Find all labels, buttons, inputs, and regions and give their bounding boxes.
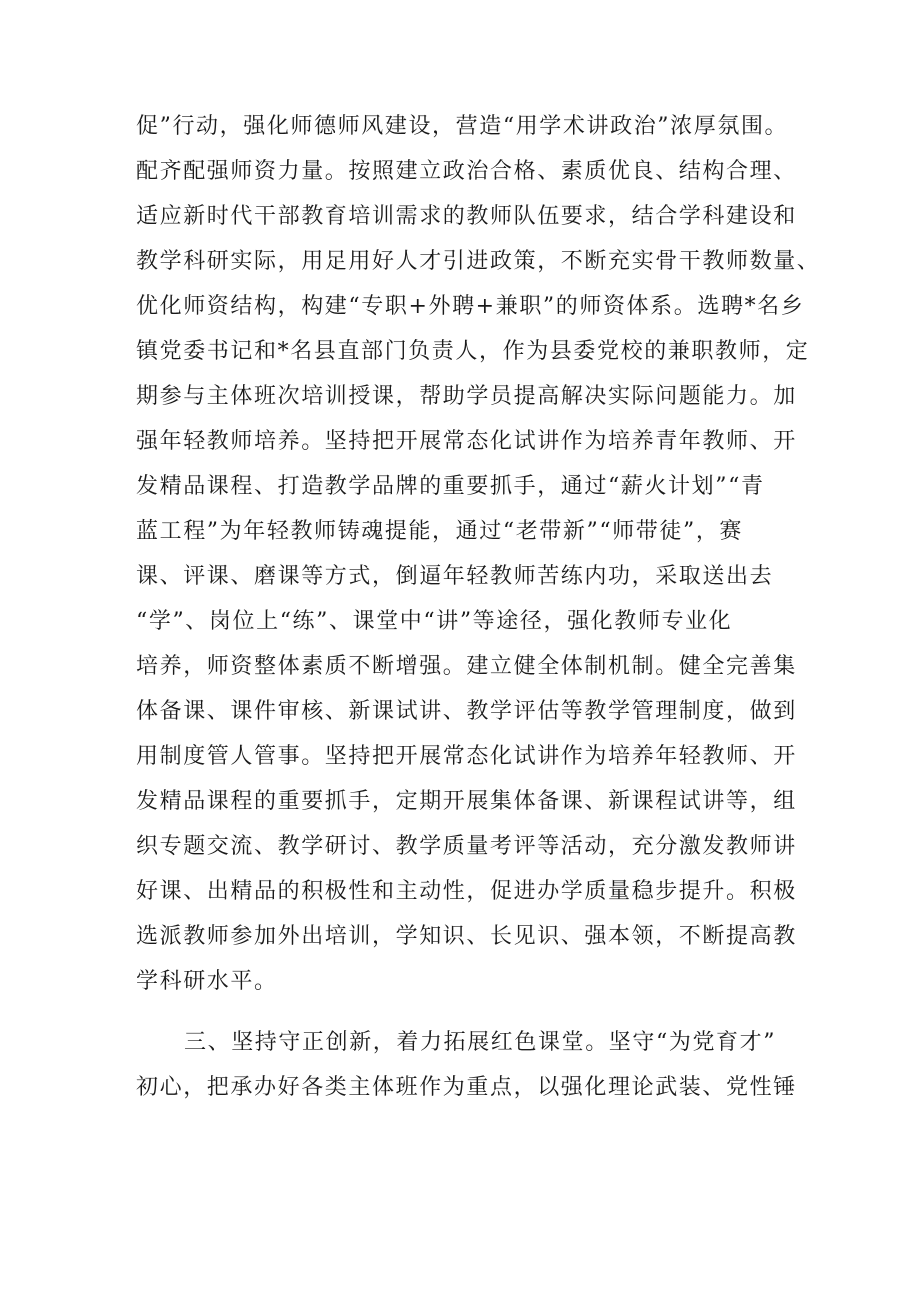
text-line: 适应新时代干部教育培训需求的教师队伍要求，结合学科建设和 [136,204,797,229]
paragraph-spacer [136,1004,820,1020]
text-line: 镇党委书记和*名县直部门负责人，作为县委党校的兼职教师，定 [136,339,810,364]
paragraph-1 [136,104,820,1004]
text-line: 促”行动，强化师德师风建设，营造“用学术讲政治”浓厚氛围。 [136,114,789,139]
text-line-indented: 三、坚持守正创新，着力拓展红色课堂。坚守“为党育才” [184,1030,777,1055]
text-line: 学科研水平。 [136,969,278,994]
text-line: 蓝工程”为年轻教师铸魂提能，通过“老带新”“师带徒”，赛 [136,519,744,544]
text-line: 优化师资结构，构建“专职+外聘+兼职”的师资体系。选聘*名乡 [136,294,805,319]
text-line: 好课、出精品的积极性和主动性，促进办学质量稳步提升。积极 [136,879,797,904]
text-line: 配齐配强师资力量。按照建立政治合格、素质优良、结构合理、 [136,159,797,184]
text-line: 培养，师资整体素质不断增强。建立健全体制机制。健全完善集 [136,654,797,679]
text-line: 用制度管人管事。坚持把开展常态化试讲作为培养年轻教师、开 [136,744,797,769]
text-line: 织专题交流、教学研讨、教学质量考评等活动，充分激发教师讲 [136,834,797,859]
text-line: 期参与主体班次培训授课，帮助学员提高解决实际问题能力。加 [136,384,797,409]
text-line: “学”、岗位上“练”、课堂中“讲”等途径，强化教师专业化 [136,609,733,634]
text-line: 发精品课程、打造教学品牌的重要抓手，通过“薪火计划”“青 [136,474,765,499]
text-line: 发精品课程的重要抓手，定期开展集体备课、新课程试讲等，组 [136,789,797,814]
document-body [136,104,820,1110]
text-line: 教学科研实际，用足用好人才引进政策，不断充实骨干教师数量、 [136,249,821,274]
text-line: 体备课、课件审核、新课试讲、教学评估等教学管理制度，做到 [136,699,797,724]
text-line: 初心，把承办好各类主体班作为重点，以强化理论武装、党性锤 [136,1075,797,1100]
text-line: 选派教师参加外出培训，学知识、长见识、强本领，不断提高教 [136,924,797,949]
text-line: 强年轻教师培养。坚持把开展常态化试讲作为培养青年教师、开 [136,429,797,454]
text-line: 课、评课、磨课等方式，倒逼年轻教师苦练内功，采取送出去 [136,564,774,589]
paragraph-2 [136,1020,820,1110]
